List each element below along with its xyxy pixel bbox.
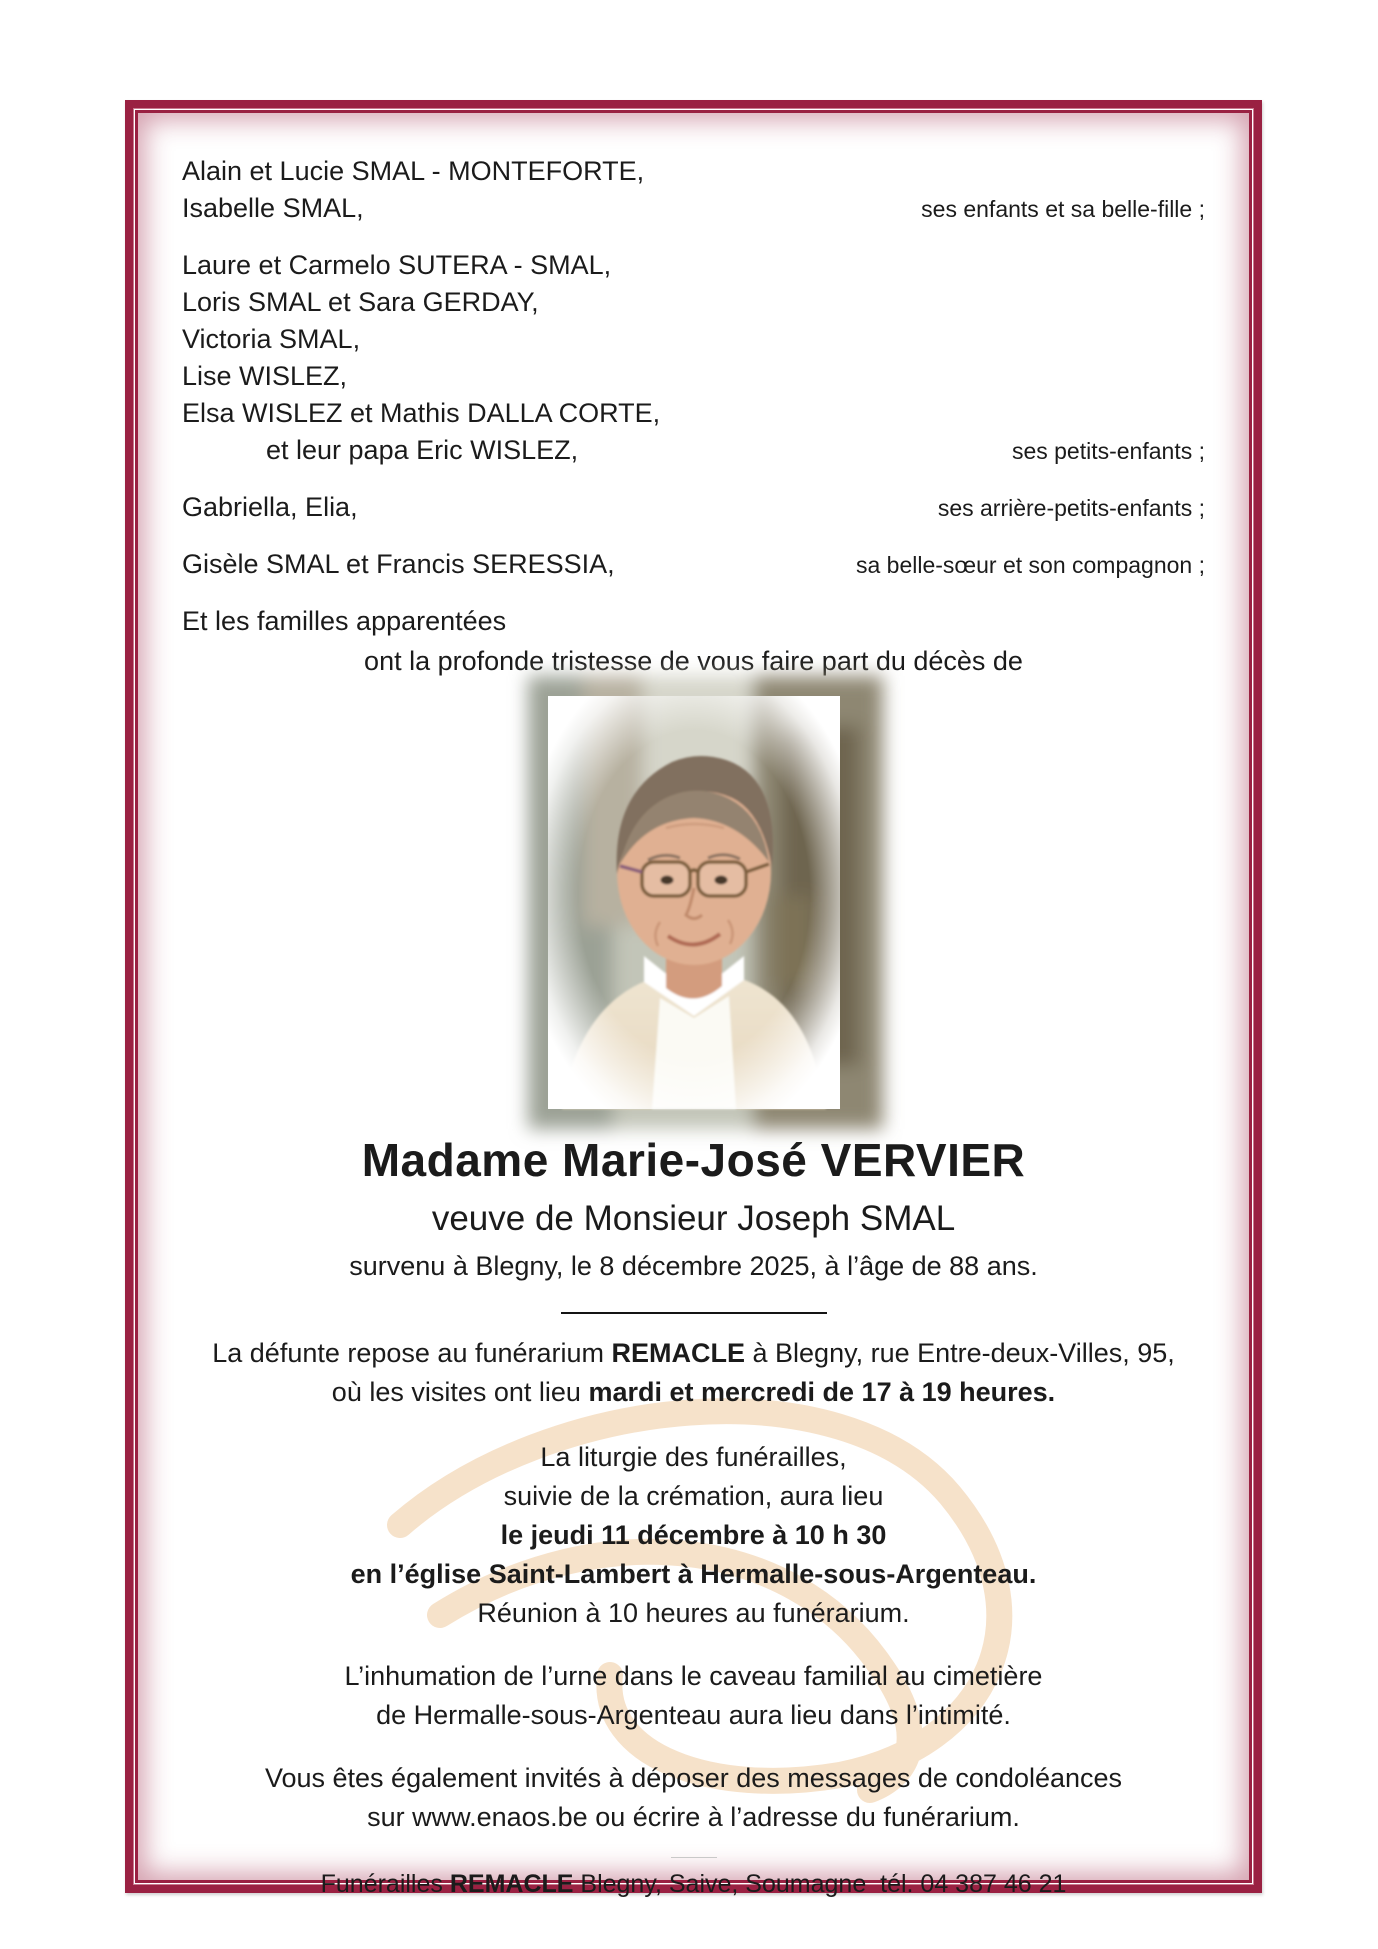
condolences-line-1: Vous êtes également invités à déposer des messages de condoléances	[264, 1763, 1123, 1793]
footer-text: Funérailles	[320, 1870, 450, 1898]
repose-line-2	[182, 1373, 1205, 1412]
family-group-children	[182, 153, 1205, 228]
funeral-home-name: REMACLE	[449, 1870, 574, 1898]
family-name-line: Loris SMAL et Sara GERDAY,	[182, 287, 539, 317]
inhumation-paragraph	[182, 1657, 1205, 1735]
family-group-great-grandchildren	[182, 489, 1205, 527]
funeral-home-footer	[182, 1870, 1205, 1899]
deceased-name-title: Madame Marie-José VERVIER	[361, 1134, 1026, 1186]
announcement-line: ont la profonde tristesse de vous faire part du décès de	[364, 646, 1023, 676]
card-inner-frame	[135, 110, 1252, 1898]
deceased-portrait-photo	[548, 696, 840, 1109]
footer-divider	[671, 1857, 717, 1858]
family-name-line: Victoria SMAL,	[182, 324, 361, 354]
family-name-line: Isabelle SMAL,	[182, 193, 364, 223]
relation-label: ses petits-enfants ;	[1011, 438, 1205, 464]
relation-label: ses arrière-petits-enfants ;	[937, 495, 1205, 521]
ceremony-church-line: en l’église Saint-Lambert à Hermalle-sous-Argenteau.	[350, 1559, 1037, 1589]
inhumation-line-2: de Hermalle-sous-Argenteau aura lieu dans l’intimité.	[376, 1700, 1011, 1730]
ceremony-line-2: suivie de la crémation, aura lieu	[503, 1481, 884, 1511]
family-name-line: et leur papa Eric WISLEZ,	[266, 435, 579, 465]
repose-text: La défunte repose au funérarium	[212, 1338, 612, 1368]
family-name-line: Lise WISLEZ,	[182, 361, 348, 391]
card-content	[138, 113, 1249, 1899]
condolences-paragraph	[182, 1759, 1205, 1837]
condolences-line-2: sur www.enaos.be ou écrire à l’adresse du funérarium.	[367, 1802, 1020, 1832]
funeral-home-name: REMACLE	[611, 1338, 746, 1368]
repose-text: où les visites ont lieu	[331, 1377, 589, 1407]
card-outer-frame	[125, 100, 1262, 1898]
visit-hours: mardi et mercredi de 17 à 19 heures.	[588, 1377, 1056, 1407]
repose-paragraph	[182, 1334, 1205, 1412]
mourning-card	[125, 100, 1262, 1898]
repose-text: à Blegny, rue Entre-deux-Villes, 95,	[745, 1338, 1175, 1368]
repose-line-1	[182, 1334, 1205, 1373]
family-name-line: Gisèle SMAL et Francis SERESSIA,	[182, 549, 615, 579]
section-divider	[561, 1312, 827, 1314]
family-name-line: Elsa WISLEZ et Mathis DALLA CORTE,	[182, 398, 661, 428]
family-name-line: Alain et Lucie SMAL - MONTEFORTE,	[182, 156, 645, 186]
family-name-line: Gabriella, Elia,	[182, 492, 358, 522]
relation-label: sa belle-sœur et son compagnon ;	[855, 552, 1205, 578]
death-info-line: survenu à Blegny, le 8 décembre 2025, à l’âge de 88 ans.	[349, 1251, 1038, 1281]
relation-label: ses enfants et sa belle-fille ;	[921, 196, 1205, 222]
inhumation-line-1: L’inhumation de l’urne dans le caveau familial au cimetière	[344, 1661, 1043, 1691]
ceremony-paragraph	[182, 1438, 1205, 1633]
family-closing-line: Et les familles apparentées	[182, 606, 507, 636]
ceremony-line-1: La liturgie des funérailles,	[540, 1442, 847, 1472]
family-name-line: Laure et Carmelo SUTERA - SMAL,	[182, 250, 612, 280]
family-group-grandchildren	[182, 247, 1205, 470]
ceremony-date-line: le jeudi 11 décembre à 10 h 30	[500, 1520, 887, 1550]
deceased-subtitle: veuve de Monsieur Joseph SMAL	[431, 1199, 956, 1238]
footer-contact: Blegny, Saive, Soumagne tél. 04 387 46 21	[573, 1870, 1067, 1898]
family-group-sister-in-law	[182, 546, 1205, 584]
ceremony-line-5: Réunion à 10 heures au funérarium.	[477, 1598, 910, 1628]
